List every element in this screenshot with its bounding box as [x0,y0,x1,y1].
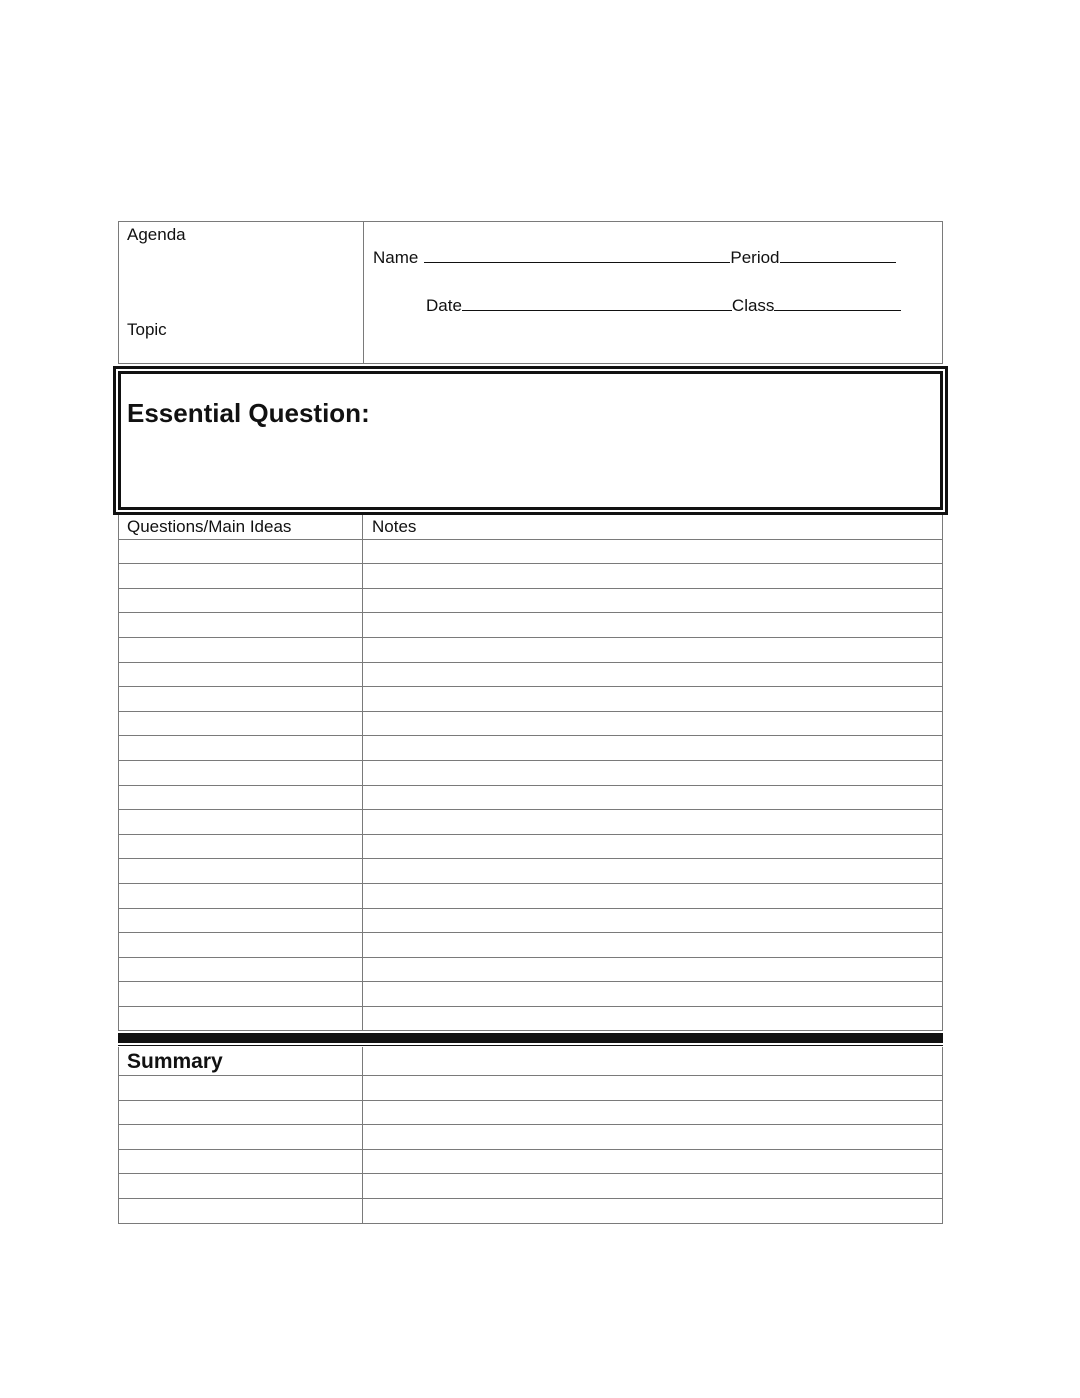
date-label: Date [426,296,462,315]
notes-row-question-cell[interactable] [119,712,363,736]
notes-row-notes-cell[interactable] [363,884,942,908]
summary-row-question-cell[interactable] [119,1174,363,1198]
class-label: Class [731,296,775,315]
notes-row [119,958,942,983]
notes-row-notes-cell[interactable] [363,982,942,1006]
notes-row [119,687,942,712]
notes-row-question-cell[interactable] [119,687,363,711]
period-label: Period [730,248,780,267]
summary-row [119,1174,942,1199]
notes-row-notes-cell[interactable] [363,835,942,859]
notes-row [119,1007,942,1032]
notes-row [119,909,942,934]
summary-table [118,1047,943,1224]
name-period-row [373,248,896,268]
notes-row [119,859,942,884]
summary-row [119,1101,942,1126]
summary-row-notes-cell[interactable] [363,1125,942,1149]
summary-divider-bar [118,1031,943,1043]
notes-row-question-cell[interactable] [119,958,363,982]
notes-row-notes-cell[interactable] [363,958,942,982]
notes-row [119,564,942,589]
summary-row-question-cell[interactable] [119,1150,363,1174]
notes-row-question-cell[interactable] [119,933,363,957]
notes-row [119,589,942,614]
notes-row [119,638,942,663]
notes-row-notes-cell[interactable] [363,540,942,564]
questions-main-ideas-header: Questions/Main Ideas [119,515,363,539]
summary-row-notes-cell[interactable] [363,1150,942,1174]
notes-row-question-cell[interactable] [119,613,363,637]
name-field[interactable] [424,248,730,263]
notes-row [119,663,942,688]
notes-row-notes-cell[interactable] [363,909,942,933]
notes-row-question-cell[interactable] [119,638,363,662]
summary-row [119,1150,942,1175]
notes-table [118,515,943,1031]
summary-title: Summary [127,1050,223,1073]
notes-header: Notes [372,517,417,536]
date-field[interactable] [462,296,732,311]
notes-row [119,933,942,958]
notes-row-question-cell[interactable] [119,982,363,1006]
notes-row [119,736,942,761]
date-class-row [426,296,901,316]
notes-row-question-cell[interactable] [119,1007,363,1031]
summary-row [119,1199,942,1224]
notes-row-notes-cell[interactable] [363,589,942,613]
notes-row [119,982,942,1007]
notes-row [119,613,942,638]
notes-row [119,810,942,835]
header-divider [363,222,364,363]
notes-row-notes-cell[interactable] [363,1007,942,1031]
class-field[interactable] [774,296,901,311]
summary-row-question-cell[interactable] [119,1199,363,1223]
notes-row-notes-cell[interactable] [363,564,942,588]
summary-row-question-cell[interactable] [119,1125,363,1149]
notes-row [119,761,942,786]
topic-label: Topic [127,320,167,339]
notes-header-row [119,515,942,540]
notes-row-question-cell[interactable] [119,859,363,883]
notes-row [119,786,942,811]
notes-row-notes-cell[interactable] [363,663,942,687]
notes-row-notes-cell[interactable] [363,638,942,662]
notes-row-question-cell[interactable] [119,564,363,588]
essential-question-title: Essential Question: [127,398,370,428]
summary-cell[interactable] [363,1047,942,1075]
notes-row-question-cell[interactable] [119,761,363,785]
notes-row-question-cell[interactable] [119,736,363,760]
notes-row-question-cell[interactable] [119,589,363,613]
notes-row-question-cell[interactable] [119,835,363,859]
summary-row-question-cell[interactable] [119,1076,363,1100]
summary-row [119,1076,942,1101]
notes-row [119,884,942,909]
notes-row-question-cell[interactable] [119,786,363,810]
name-label: Name [373,248,419,267]
notes-row-notes-cell[interactable] [363,687,942,711]
notes-row-question-cell[interactable] [119,540,363,564]
notes-row [119,835,942,860]
notes-row-notes-cell[interactable] [363,859,942,883]
summary-row-notes-cell[interactable] [363,1101,942,1125]
essential-question-box [113,366,948,515]
summary-row-notes-cell[interactable] [363,1174,942,1198]
cornell-notes-sheet [118,221,943,1073]
essential-question-inner[interactable] [118,371,943,510]
summary-title-cell [119,1047,363,1075]
summary-row-notes-cell[interactable] [363,1199,942,1223]
summary-row-question-cell[interactable] [119,1101,363,1125]
period-field[interactable] [780,248,896,263]
notes-row-notes-cell[interactable] [363,613,942,637]
notes-row-notes-cell[interactable] [363,736,942,760]
notes-row-notes-cell[interactable] [363,786,942,810]
header-section [118,221,943,364]
notes-row [119,712,942,737]
summary-header-row [119,1047,942,1076]
notes-row-notes-cell[interactable] [363,933,942,957]
summary-row-notes-cell[interactable] [363,1076,942,1100]
agenda-label: Agenda [127,225,186,244]
notes-row [119,540,942,565]
notes-row-notes-cell[interactable] [363,712,942,736]
notes-row-notes-cell[interactable] [363,761,942,785]
notes-row-question-cell[interactable] [119,810,363,834]
summary-row [119,1125,942,1150]
notes-row-question-cell[interactable] [119,884,363,908]
notes-row-question-cell[interactable] [119,663,363,687]
notes-row-question-cell[interactable] [119,909,363,933]
notes-row-notes-cell[interactable] [363,810,942,834]
